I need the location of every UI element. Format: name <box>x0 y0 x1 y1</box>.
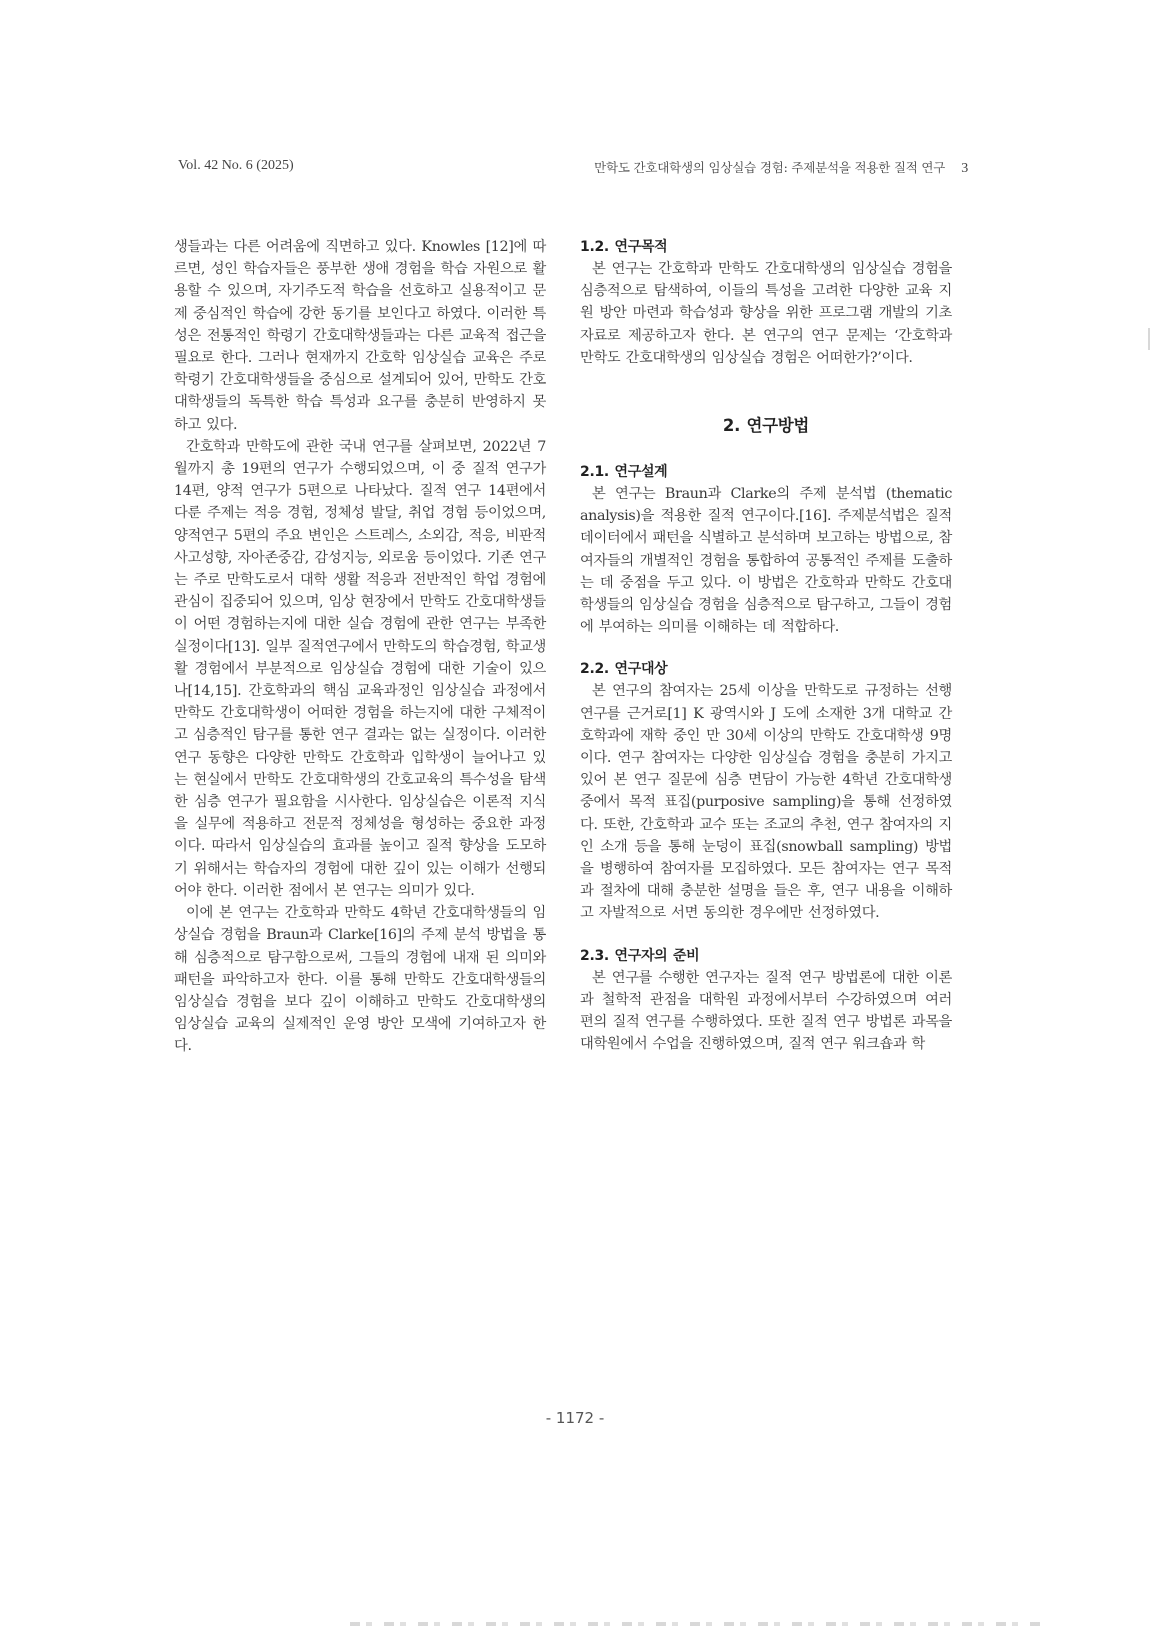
article-page-number: 3 <box>961 161 968 176</box>
section-heading-2: 2. 연구방법 <box>722 416 810 436</box>
section-heading-2-2: 2.2. 연구대상 <box>580 661 668 678</box>
section-heading-2-3: 2.3. 연구자의 준비 <box>580 947 700 964</box>
section-body-2-3: 본 연구를 수행한 연구자는 질적 연구 방법론에 대한 이론과 철학적 관점을 대학원 과정에서부터 수강하였으며 여러 편의 질적 연구를 수행하였다. 또한 질적 연구 방법론 과목을 대학원에서 수업을 진행하였으며, 질적 연구 워크숍과 학 <box>580 969 952 1053</box>
section-heading-2-1: 2.1. 연구설계 <box>580 464 668 481</box>
section-heading-1-2: 1.2. 연구목적 <box>580 239 668 255</box>
section-body-2-2: 본 연구의 참여자는 25세 이상을 만학도로 규정하는 선행 연구를 근거로[1] K 광역시와 J 도에 소재한 3개 대학교 간호학과에 재학 중인 만 30세 이상의 만학도 간호대학생 9명이다. 연구 참여자는 다양한 임상실습 경험을 충분히 가지고 있어 본 연구 질문에 심층 면담이 가능한 4학년 간호대학생 중에서 목적 표집(purposive sampling)을 통해 선정하였다. 또한, 간호학과 교수 또는 조교의 추천, 연구 참여자의 지인 소개 등을 통해 눈덩이 표집(snowball sampling) 방법을 병행하여 참여자를 모집하였다. 모든 참여자는 연구 목적과 절차에 대해 충분한 설명을 들은 후, 연구 내용을 이해하고 자발적으로 서면 동의한 경우에만 선정하였다. <box>580 683 952 922</box>
right-column <box>580 236 952 1055</box>
spacer <box>580 437 952 461</box>
spacer <box>580 369 952 415</box>
body-paragraph: 생들과는 다른 어려움에 직면하고 있다. Knowles [12]에 따르면, 성인 학습자들은 풍부한 생애 경험을 학습 자원으로 활용할 수 있으며, 자기주도적 학습을 선호하고 실용적이고 문제 중심적인 학습에 강한 동기를 보인다고 하였다. 이러한 특성은 전통적인 학령기 간호대학생들과는 다른 교육적 접근을 필요로 한다. 그러나 현재까지 간호학 임상실습 교육은 주로 학령기 간호대학생들을 중심으로 설계되어 있어, 만학도 간호대학생들의 독특한 학습 특성과 요구를 충분히 반영하지 못하고 있다. <box>174 239 546 433</box>
running-title: 만학도 간호대학생의 임상실습 경험: 주제분석을 적용한 질적 연구 <box>594 160 946 175</box>
body-paragraph: 간호학과 만학도에 관한 국내 연구를 살펴보면, 2022년 7월까지 총 19편의 연구가 수행되었으며, 이 중 질적 연구가 14편, 양적 연구가 5편으로 나타났다. 질적 연구 14편에서 다룬 주제는 적응 경험, 정체성 발달, 취업 경험 등이었으며, 양적연구 5편의 주요 변인은 스트레스, 소외감, 적응, 비판적 사고성향, 자아존중감, 감성지능, 외로움 등이었다. 기존 연구는 주로 만학도로서 대학 생활 적응과 전반적인 학업 경험에 관심이 집중되어 있으며, 임상 현장에서 만학도 간호대학생들이 어떤 경험하는지에 대한 실습 경험에 관한 연구는 부족한 실정이다[13]. 일부 질적연구에서 만학도의 학습경험, 학교생활 경험에서 부분적으로 임상실습 경험에 대한 기술이 있으나[14,15]. 간호학과의 핵심 교육과정인 임상실습 과정에서 만학도 간호대학생이 어떠한 경험을 하는지에 대한 구체적이고 심층적인 탐구를 통한 연구 결과는 없는 실정이다. 이러한 연구 동향은 다양한 만학도 간호학과 입학생이 늘어나고 있는 현실에서 만학도 간호대학생의 간호교육의 특수성을 탐색한 심층 연구가 필요함을 시사한다. 임상실습은 이론적 지식을 실무에 적용하고 전문적 정체성을 형성하는 중요한 과정이다. 따라서 임상실습의 효과를 높이고 질적 향상을 도모하기 위해서는 학습자의 경험에 대한 깊이 있는 이해가 선행되어야 한다. 이러한 점에서 본 연구는 의미가 있다. <box>174 438 546 899</box>
next-page-text-fragment <box>350 1622 1040 1626</box>
left-column <box>174 236 546 1058</box>
page-number: - 1172 - <box>545 1409 605 1427</box>
section-body-2-1: 본 연구는 Braun과 Clarke의 주제 분석법 (thematic analysis)을 적용한 질적 연구이다.[16]. 주제분석법은 질적 데이터에서 패턴을 식별하고 분석하며 보고하는 방법으로, 참여자들의 개별적인 경험을 통합하여 공통적인 주제를 도출하는 데 중점을 두고 있다. 이 방법은 간호학과 만학도 간호대학생들의 임상실습 경험을 심층적으로 탐구하고, 그들이 경험에 부여하는 의미를 이해하는 데 적합하다. <box>580 486 952 636</box>
journal-volume: Vol. 42 No. 6 (2025) <box>178 158 294 173</box>
spacer <box>580 925 952 945</box>
section-body-1-2: 본 연구는 간호학과 만학도 간호대학생의 임상실습 경험을 심층적으로 탐색하여, 이들의 특성을 고려한 다양한 교육 지원 방안 마련과 학습성과 향상을 위한 프로그램 개발의 기초 자료로 제공하고자 한다. 본 연구의 연구 문제는 ‘간호학과 만학도 간호대학생의 임상실습 경험은 어떠한가?’이다. <box>580 261 952 366</box>
spacer <box>580 638 952 658</box>
running-title-wrap <box>594 158 968 177</box>
body-paragraph: 이에 본 연구는 간호학과 만학도 4학년 간호대학생들의 임상실습 경험을 Braun과 Clarke[16]의 주제 분석 방법을 통해 심층적으로 탐구함으로써, 그들의 경험에 내재 된 의미와 패턴을 파악하고자 한다. 이를 통해 만학도 간호대학생들의 임상실습 경험을 보다 깊이 이해하고 만학도 간호대학생의 임상실습 교육의 실제적인 운영 방안 모색에 기여하고자 한다. <box>174 905 546 1055</box>
